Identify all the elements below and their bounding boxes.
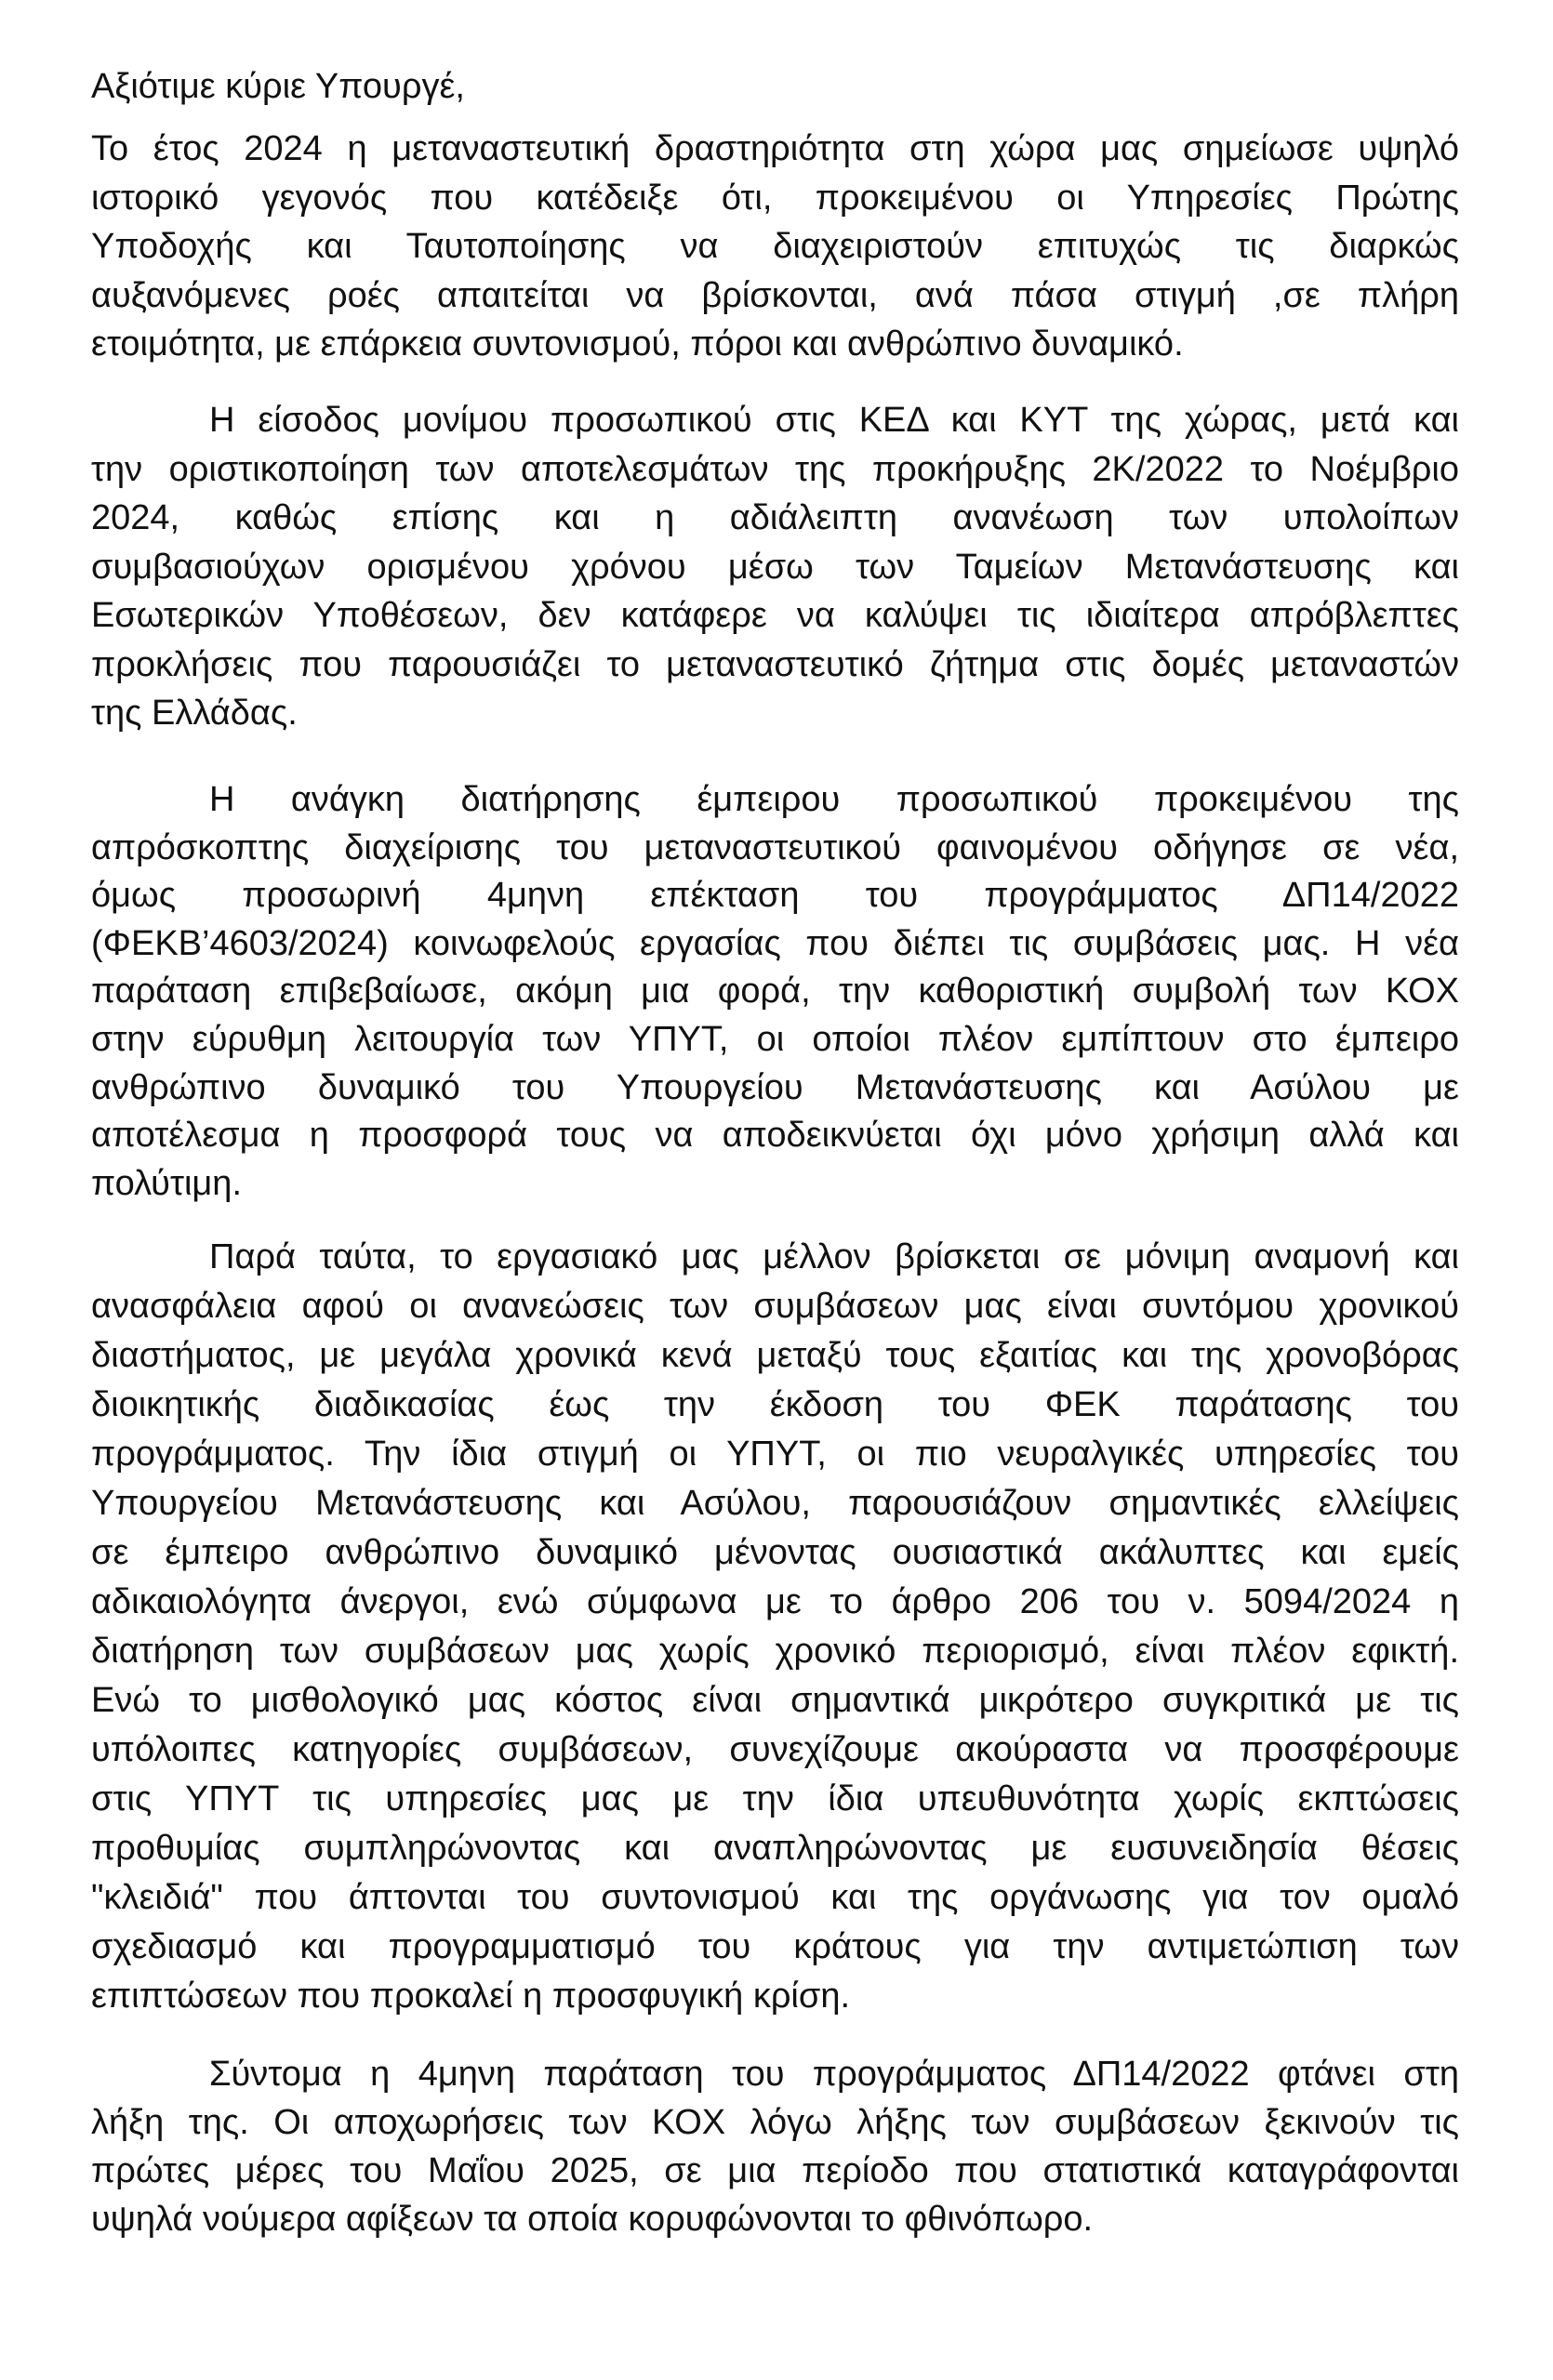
paragraph-line: προθυμίας συμπληρώνοντας και αναπληρώνοντας με ευσυνειδησία θέσεις xyxy=(91,1829,1459,1868)
paragraph-line: Η ανάγκη διατήρησης έμπειρου προσωπικού προκειμένου της xyxy=(209,780,1459,819)
paragraph-line: της Ελλάδας. xyxy=(91,694,298,733)
paragraph-line: Ενώ το μισθολογικό μας κόστος είναι σημαντικά μικρότερο συγκριτικά με τις xyxy=(91,1681,1459,1720)
paragraph-line: παράταση επιβεβαίωσε, ακόμη μια φορά, την καθοριστική συμβολή των ΚΟΧ xyxy=(91,972,1459,1012)
paragraph-line: διοικητικής διαδικασίας έως την έκδοση του ΦΕΚ παράτασης του xyxy=(91,1385,1459,1424)
paragraph-line: όμως προσωρινή 4μηνη επέκταση του προγράμματος ΔΠ14/2022 xyxy=(91,876,1459,916)
paragraph-line: αποτέλεσμα η προσφορά τους να αποδεικνύεται όχι μόνο χρήσιμη αλλά και xyxy=(91,1116,1459,1156)
paragraph-line: Η είσοδος μονίμου προσωπικού στις ΚΕΔ και ΚΥΤ της χώρας, μετά και xyxy=(209,401,1459,440)
paragraph-2 xyxy=(91,396,1459,738)
paragraph-line: απρόσκοπτης διαχείρισης του μεταναστευτικού φαινομένου οδήγησε σε νέα, xyxy=(91,827,1459,867)
paragraph-line: Παρά ταύτα, το εργασιακό μας μέλλον βρίσκεται σε μόνιμη αναμονή και xyxy=(209,1237,1459,1276)
paragraph-1 xyxy=(91,125,1459,369)
paragraph-line: αδικαιολόγητα άνεργοι, ενώ σύμφωνα με το άρθρο 206 του ν. 5094/2024 η xyxy=(91,1582,1459,1621)
paragraph-line: Υπουργείου Μετανάστευσης και Ασύλου, παρουσιάζουν σημαντικές ελλείψεις xyxy=(91,1484,1459,1523)
paragraph-line: πρώτες μέρες του Μαΐου 2025, σε μια περίοδο που στατιστικά καταγράφονται xyxy=(91,2151,1459,2190)
paragraph-line: Υποδοχής και Ταυτοποίησης να διαχειριστούν επιτυχώς τις διαρκώς xyxy=(91,227,1459,266)
paragraph-line: Σύντομα η 4μηνη παράταση του προγράμματος ΔΠ14/2022 φτάνει στη xyxy=(209,2055,1459,2094)
paragraph-line: αυξανόμενες ροές απαιτείται να βρίσκονται, ανά πάσα στιγμή ,σε πλήρη xyxy=(91,275,1459,315)
paragraph-line: "κλειδιά" που άπτονται του συντονισμού και της οργάνωσης για τον ομαλό xyxy=(91,1878,1459,1917)
paragraph-line: την οριστικοποίηση των αποτελεσμάτων της προκήρυξης 2Κ/2022 το Νοέμβριο xyxy=(91,449,1459,489)
paragraph-line: επιπτώσεων που προκαλεί η προσφυγική κρίση. xyxy=(91,1977,851,2016)
paragraph-line: ανθρώπινο δυναμικό του Υπουργείου Μετανάστευσης και Ασύλου με xyxy=(91,1067,1459,1107)
paragraph-line: προγράμματος. Την ίδια στιγμή οι ΥΠΥΤ, οι πιο νευραλγικές υπηρεσίες του xyxy=(91,1435,1459,1474)
paragraph-line: διατήρηση των συμβάσεων μας χωρίς χρονικό περιορισμό, είναι πλέον εφικτή. xyxy=(91,1632,1459,1671)
paragraph-line: σχεδιασμό και προγραμματισμό του κράτους για την αντιμετώπιση των xyxy=(91,1927,1459,1966)
paragraph-4 xyxy=(91,1233,1459,2021)
paragraph-line: ετοιμότητα, με επάρκεια συντονισμού, πόροι και ανθρώπινο δυναμικό. xyxy=(91,324,1184,364)
paragraph-line: στις ΥΠΥΤ τις υπηρεσίες μας με την ίδια υπευθυνότητα χωρίς εκπτώσεις xyxy=(91,1779,1459,1818)
paragraph-line: Το έτος 2024 η μεταναστευτική δραστηριότητα στη χώρα μας σημείωσε υψηλό xyxy=(91,129,1459,168)
paragraph-line: Εσωτερικών Υποθέσεων, δεν κατάφερε να καλύψει τις ιδιαίτερα απρόβλεπτες xyxy=(91,596,1459,635)
paragraph-line: (ΦΕΚΒ’4603/2024) κοινωφελούς εργασίας που διέπει τις συμβάσεις μας. Η νέα xyxy=(91,923,1459,963)
paragraph-line: 2024, καθώς επίσης και η αδιάλειπτη ανανέωση των υπολοίπων xyxy=(91,498,1459,537)
paragraph-line: ανασφάλεια αφού οι ανανεώσεις των συμβάσεων μας είναι συντόμου χρονικού xyxy=(91,1287,1459,1326)
paragraph-5 xyxy=(91,2050,1459,2243)
paragraph-line: υψηλά νούμερα αφίξεων τα οποία κορυφώνονται το φθινόπωρο. xyxy=(91,2200,1094,2239)
paragraph-line: πολύτιμη. xyxy=(91,1163,243,1203)
paragraph-line: λήξη της. Οι αποχωρήσεις των ΚΟΧ λόγω λήξης των συμβάσεων ξεκινούν τις xyxy=(91,2103,1459,2142)
paragraph-line: προκλήσεις που παρουσιάζει το μεταναστευτικό ζήτημα στις δομές μεταναστών xyxy=(91,644,1459,684)
paragraph-line: σε έμπειρο ανθρώπινο δυναμικό μένοντας ουσιαστικά ακάλυπτες και εμείς xyxy=(91,1533,1459,1572)
paragraph-line: συμβασιούχων ορισμένου χρόνου μέσω των Ταμείων Μετανάστευσης και xyxy=(91,547,1459,587)
paragraph-line: διαστήματος, με μεγάλα χρονικά κενά μεταξύ τους εξαιτίας και της χρονοβόρας xyxy=(91,1336,1459,1375)
greeting-line: Αξιότιμε κύριε Υπουργέ, xyxy=(91,67,465,106)
paragraph-line: στην εύρυθμη λειτουργία των ΥΠΥΤ, οι οποίοι πλέον εμπίπτουν στο έμπειρο xyxy=(91,1019,1459,1059)
paragraph-line: υπόλοιπες κατηγορίες συμβάσεων, συνεχίζουμε ακούραστα να προσφέρουμε xyxy=(91,1730,1459,1769)
paragraph-3 xyxy=(91,776,1459,1208)
letter-greeting xyxy=(91,62,1459,112)
paragraph-line: ιστορικό γεγονός που κατέδειξε ότι, προκειμένου οι Υπηρεσίες Πρώτης xyxy=(91,178,1459,218)
